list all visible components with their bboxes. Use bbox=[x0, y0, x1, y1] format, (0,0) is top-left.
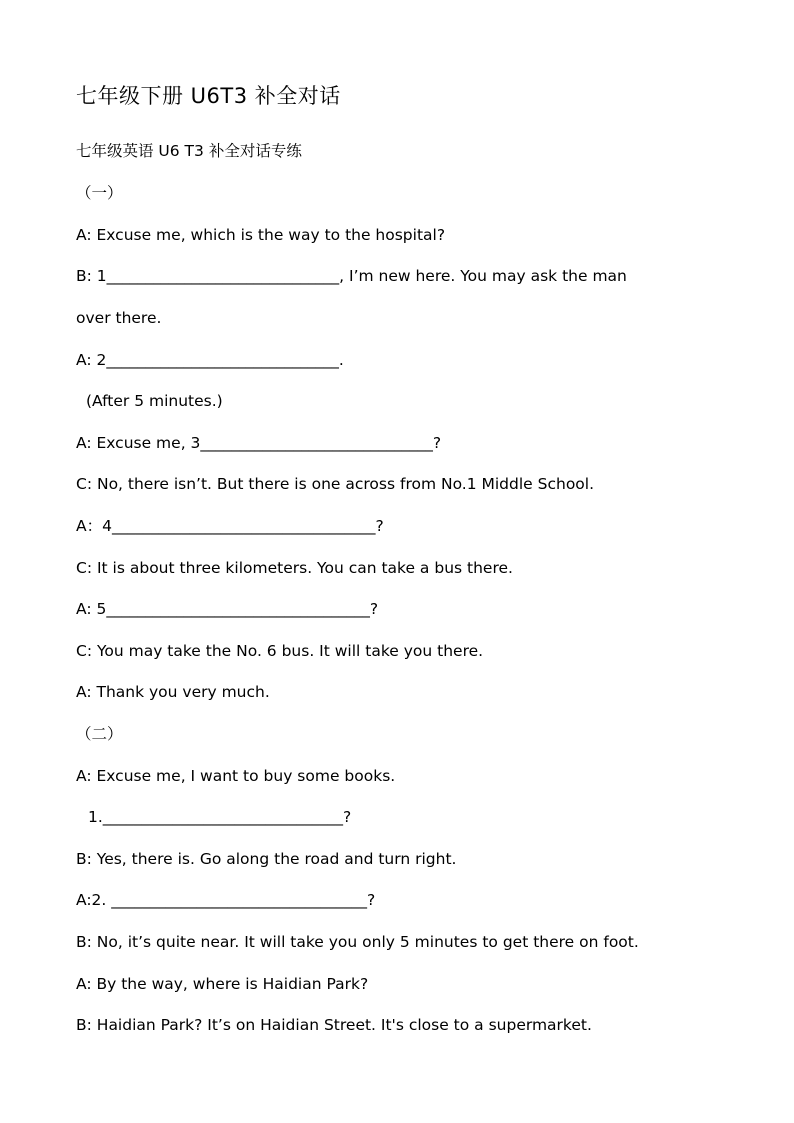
dialogue-line: A: By the way, where is Haidian Park? bbox=[76, 975, 369, 993]
dialogue-line: A: 2______________________________. bbox=[76, 351, 344, 369]
dialogue-line: A: 5__________________________________? bbox=[76, 600, 379, 618]
dialogue-line: C: No, there isn’t. But there is one across from No.1 Middle School. bbox=[76, 475, 595, 493]
dialogue-line: B: 1______________________________, I’m new here. You may ask the man bbox=[76, 267, 627, 285]
dialogue-line: C: You may take the No. 6 bus. It will take you there. bbox=[76, 642, 484, 660]
section-one-heading: （一） bbox=[76, 184, 123, 202]
dialogue-line: over there. bbox=[76, 309, 162, 327]
dialogue-line: A:2. _________________________________? bbox=[76, 891, 376, 909]
stage-direction: (After 5 minutes.) bbox=[86, 392, 223, 410]
document-title: 七年级下册 U6T3 补全对话 bbox=[76, 84, 341, 108]
dialogue-line: C: It is about three kilometers. You can take a bus there. bbox=[76, 559, 513, 577]
dialogue-line: B: Yes, there is. Go along the road and turn right. bbox=[76, 850, 457, 868]
dialogue-line: A: Thank you very much. bbox=[76, 683, 270, 701]
dialogue-line: A: Excuse me, which is the way to the hospital? bbox=[76, 226, 446, 244]
dialogue-line: B: No, it’s quite near. It will take you only 5 minutes to get there on foot. bbox=[76, 933, 639, 951]
dialogue-line: 1._______________________________? bbox=[88, 808, 352, 826]
dialogue-line: A: Excuse me, 3______________________________? bbox=[76, 434, 442, 452]
dialogue-line: B: Haidian Park? It’s on Haidian Street. It's close to a supermarket. bbox=[76, 1016, 592, 1034]
section-two-heading: （二） bbox=[76, 725, 123, 743]
dialogue-line: A：4__________________________________? bbox=[76, 517, 384, 535]
document-subtitle: 七年级英语 U6 T3 补全对话专练 bbox=[76, 142, 302, 160]
dialogue-line: A: Excuse me, I want to buy some books. bbox=[76, 767, 396, 785]
